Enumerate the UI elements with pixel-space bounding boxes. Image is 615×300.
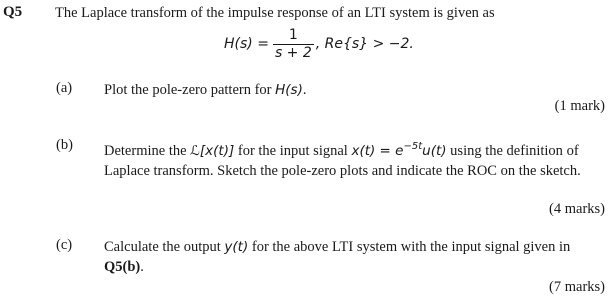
- equation-lhs: H(s) =: [224, 36, 269, 52]
- part-b-math-laplace: ℒ[x(t)]: [190, 142, 235, 159]
- part-a-math: H(s): [275, 82, 303, 98]
- part-c-l2a: in: [559, 239, 571, 255]
- part-c-marks: (7 marks): [549, 279, 605, 295]
- part-c-math-output: y(t): [224, 239, 249, 255]
- part-b-math-exponent: −5t: [403, 141, 423, 152]
- fraction-denominator: s + 2: [274, 44, 312, 61]
- part-c-l2b: .: [140, 259, 144, 275]
- part-a-text: [104, 80, 606, 100]
- equation-roc: , Re{s} > −2.: [315, 36, 414, 52]
- part-a-marks: (1 mark): [554, 98, 605, 114]
- fraction-numerator: 1: [288, 26, 298, 43]
- part-b-rest: of Laplace transform. Sketch the pole-zero plots and indicate the ROC on the sketch.: [104, 142, 581, 179]
- part-c-l1b: for the above LTI system with the input signal given: [248, 239, 556, 255]
- part-b-math-input: x(t) = e: [351, 142, 404, 159]
- part-b-marks: (4 marks): [549, 201, 605, 217]
- part-b-l1b: for the input signal: [234, 142, 352, 159]
- question-intro: The Laplace transform of the impulse response of an LTI system is given as: [55, 5, 495, 21]
- transfer-function-equation: [224, 26, 414, 62]
- part-a-text-before: Plot the pole-zero pattern for: [104, 82, 276, 98]
- question-number: Q5: [3, 4, 23, 20]
- part-b-l1c: using the definition: [446, 142, 563, 159]
- part-b-text: [104, 137, 606, 181]
- part-b-label: (b): [56, 137, 73, 153]
- part-b-math-step: u(t): [422, 142, 447, 159]
- part-c-ref: Q5(b): [104, 259, 141, 275]
- equation-fraction: [273, 28, 314, 61]
- part-c-label: (c): [56, 237, 73, 253]
- part-b-l1a: Determine the: [104, 142, 191, 159]
- part-a-text-after: .: [302, 82, 307, 98]
- part-c-l1a: Calculate the output: [104, 239, 225, 255]
- part-a-label: (a): [56, 80, 73, 96]
- part-c-text: [104, 237, 606, 277]
